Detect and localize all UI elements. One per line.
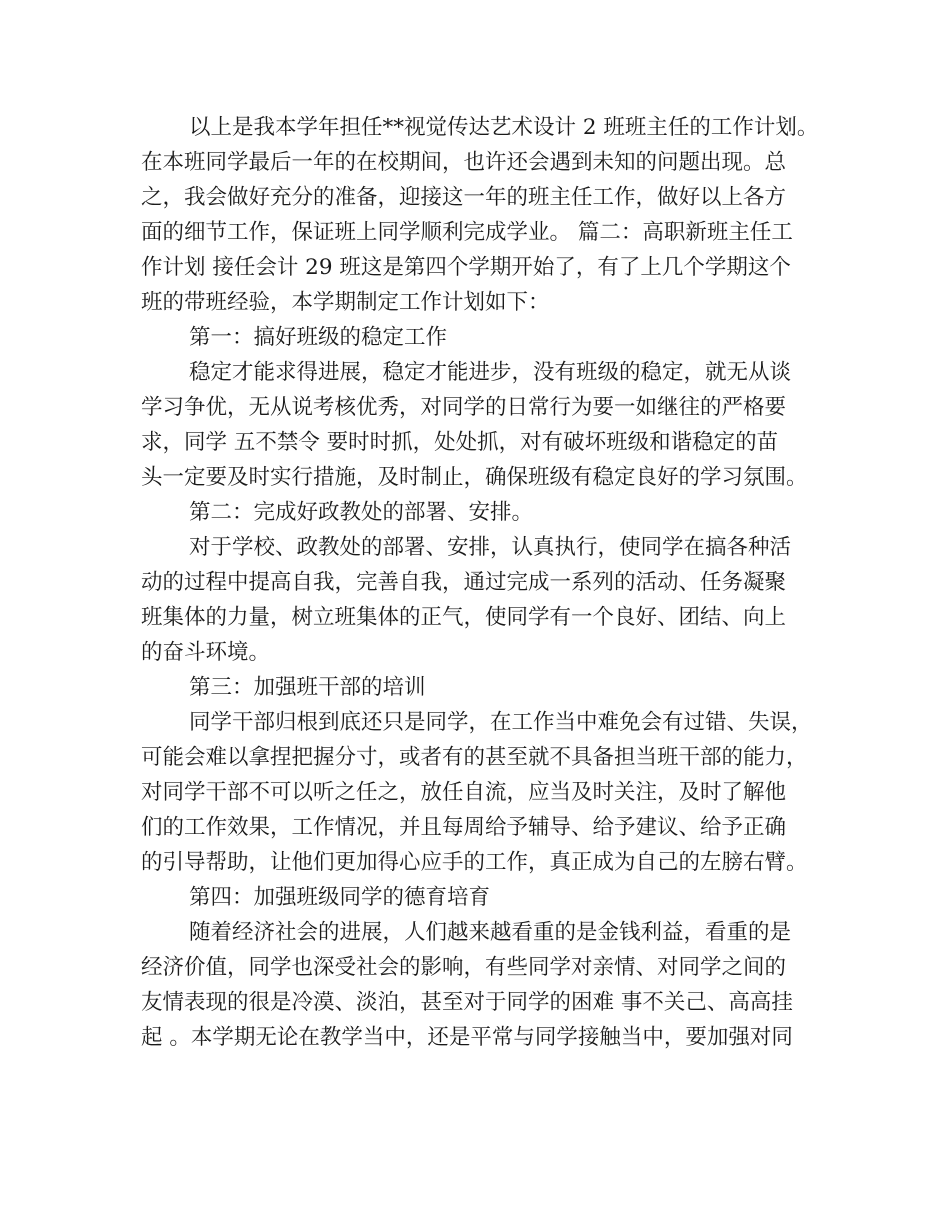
text-line: 起 。本学期无论在教学当中，还是平常与同学接触当中，要加强对同 xyxy=(141,1025,793,1050)
paragraph xyxy=(141,495,811,530)
text-line: 稳定才能求得进展，稳定才能进步，没有班级的稳定，就无从谈 xyxy=(189,360,792,385)
text-line: 第一：搞好班级的稳定工作 xyxy=(189,325,448,350)
text-line: 对同学干部不可以听之任之，放任自流，应当及时关注，及时了解他 xyxy=(141,780,787,805)
text-line: 班的带班经验，本学期制定工作计划如下： xyxy=(141,290,550,315)
paragraph xyxy=(141,705,811,880)
paragraph xyxy=(141,355,811,495)
text-line: 的引导帮助，让他们更加得心应手的工作，真正成为自己的左膀右臂。 xyxy=(141,850,808,875)
text-line: 班集体的力量，树立班集体的正气，使同学有一个良好、团结、向上 xyxy=(141,605,787,630)
text-line: 可能会难以拿捏把握分寸，或者有的甚至就不具备担当班干部的能力， xyxy=(141,745,808,770)
paragraph xyxy=(141,110,819,320)
text-line: 友情表现的很是冷漠、淡泊，甚至对于同学的困难 事不关己、高高挂 xyxy=(141,990,793,1015)
text-line: 随着经济社会的进展，人们越来越看重的是金钱利益，看重的是 xyxy=(189,920,792,945)
paragraph xyxy=(141,880,811,915)
text-line: 们的工作效果，工作情况，并且每周给予辅导、给予建议、给予正确 xyxy=(141,815,787,840)
text-line: 第二：完成好政教处的部署、安排。 xyxy=(189,500,534,525)
text-line: 经济价值，同学也深受社会的影响，有些同学对亲情、对同学之间的 xyxy=(141,955,787,980)
text-line: 同学干部归根到底还只是同学，在工作当中难免会有过错、失误， xyxy=(189,710,813,735)
text-line: 求，同学 五不禁令 要时时抓，处处抓，对有破坏班级和谐稳定的苗 xyxy=(141,430,779,455)
text-line: 第三：加强班干部的培训 xyxy=(189,675,426,700)
text-line: 第四：加强班级同学的德育培育 xyxy=(189,885,491,910)
text-line: 动的过程中提高自我，完善自我，通过完成一系列的活动、任务凝聚 xyxy=(141,570,787,595)
text-line: 对于学校、政教处的部署、安排，认真执行，使同学在搞各种活 xyxy=(189,535,792,560)
text-line: 作计划 接任会计 29 班这是第四个学期开始了，有了上几个学期这个 xyxy=(141,255,791,280)
paragraph xyxy=(141,320,811,355)
paragraph xyxy=(141,915,811,1055)
text-line: 以上是我本学年担任**视觉传达艺术设计 2 班班主任的工作计划。 xyxy=(189,115,819,140)
text-line: 之，我会做好充分的准备，迎接这一年的班主任工作，做好以上各方 xyxy=(141,185,787,210)
text-line: 在本班同学最后一年的在校期间，也许还会遇到未知的问题出现。总 xyxy=(141,150,787,175)
text-line: 学习争优，无从说考核优秀，对同学的日常行为要一如继往的严格要 xyxy=(141,395,787,420)
text-line: 面的细节工作，保证班上同学顺利完成学业。 篇二：高职新班主任工 xyxy=(141,220,793,245)
paragraph xyxy=(141,530,811,670)
text-line: 的奋斗环境。 xyxy=(141,640,271,665)
document-page xyxy=(141,110,819,1055)
text-line: 头一定要及时实行措施，及时制止，确保班级有稳定良好的学习氛围。 xyxy=(141,465,808,490)
paragraph xyxy=(141,670,811,705)
